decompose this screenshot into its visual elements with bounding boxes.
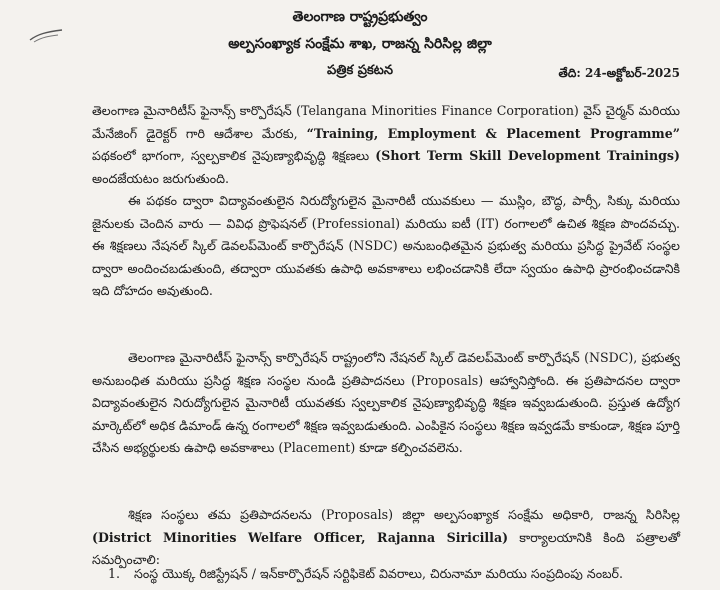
required-documents-list (108, 563, 684, 585)
release-date: తేది: 24-అక్టోబర్-2025 (558, 66, 680, 80)
para1-text-e: అందజేయటం జరుగుతుంది. (92, 170, 230, 186)
para2-text: ఈ పథకం ద్వారా విద్యావంతులైన నిరుద్యోగులైన మైనారిటీ యువకులు — ముస్లిం, బౌద్ధ, పార్సీ, సిక్కు మరియు జైనులకు చెందిన వారు — వివిధ ప్రొఫెషనల్ (Professional) మరియు ఐటీ (IT) రంగాలలో ఉచిత శిక్షణ పొందవచ్చు. ఈ శిక్షణలు నేషనల్ స్కిల్ డెవలప్‌మెంట్ కార్పొరేషన్ (NSDC) అనుబంధితమైన ప్రభుత్వ మరియు ప్రసిద్ధ ప్రైవేట్ సంస్థల ద్వారా అందించబడుతుంది, తద్వారా యువతకు ఉపాధి అవకాశాలు లభించడానికి లేదా స్వయం ఉపాధి ప్రారంభించడానికి ఇది దోహదం అవుతుంది. (92, 193, 680, 298)
paragraph-2 (92, 190, 680, 303)
paragraph-1 (92, 100, 680, 190)
para4-text-c: కార్యాలయానికి కింది పత్రాలతో సమర్పించాలి: (92, 529, 681, 567)
para3-text: తెలంగాణ మైనారిటీస్ ఫైనాన్స్ కార్పొరేషన్ రాష్ట్రంలోని నేషనల్ స్కిల్ డెవలప్‌మెంట్ కార్పొరేషన్ (NSDC), ప్రభుత్వ అనుబంధిత మరియు ప్రసిద్ధ శిక్షణ సంస్థల నుండి ప్రతిపాదనలు (Proposals) ఆహ్వానిస్తోంది. ఈ ప్రతిపాదనల ద్వారా విద్యావంతులైన నిరుద్యోగులైన మైనారిటీ యువతకు స్వల్పకాలిక నైపుణ్యాభివృద్ధి శిక్షణ ఇవ్వబడుతుంది. ప్రస్తుత ఉద్యోగ మార్కెట్‌లో అధిక డిమాండ్ ఉన్న రంగాలలో శిక్షణ ఇవ్వబడుతుంది. ఎంపికైన సంస్థలు శిక్షణ ఇవ్వడమే కాకుండా, శిక్షణ పూర్తి చేసిన అభ్యర్థులకు ఉపాధి అవకాశాలు (Placement) కూడా కల్పించవలెను. (92, 350, 680, 455)
press-release-title: పత్రిక ప్రకటన (327, 63, 393, 78)
programme-name: “Training, Employment & Placement Programme” (306, 125, 681, 141)
officer-designation: (District Minorities Welfare Officer, Rajanna Siricilla) (92, 529, 509, 545)
para4-text-a: శిక్షణ సంస్థలు తమ ప్రతిపాదనలను (Proposals) జిల్లా అల్పసంఖ్యాక సంక్షేమ అధికారి, రాజన్న సిరిసిల్ల (128, 507, 680, 522)
para1-text-a: తెలంగాణ మైనారిటీస్ ఫైనాన్స్ కార్పొరేషన్ (Telangana Minorities Finance Corporation) వైస్ చైర్మన్ మరియు మేనేజింగ్ డైరెక్టర్ గారి ఆదేశాల మేరకు, (92, 103, 680, 141)
paragraph-3 (92, 347, 680, 460)
government-title: తెలంగాణ రాష్ట్రప్రభుత్వం (292, 9, 428, 25)
list-item (108, 563, 684, 585)
list-item-text: సంస్థ యొక్క రిజిస్ట్రేషన్ / ఇన్‌కార్పొరేషన్ సర్టిఫికెట్ వివరాలు, చిరునామా మరియు సంప్రదింపు నంబర్. (134, 566, 624, 581)
list-item-number: 1. (108, 566, 121, 581)
paragraph-4 (92, 504, 680, 572)
para1-text-c: పథకంలో భాగంగా, స్వల్పకాలిక నైపుణ్యాభివృద్ధి శిక్షణలు (92, 148, 376, 163)
department-title: అల్పసంఖ్యాక సంక్షేమ శాఖ, రాజన్న సిరిసిల్ల జిల్లా (228, 36, 492, 52)
training-type: (Short Term Skill Development Trainings) (375, 148, 680, 163)
